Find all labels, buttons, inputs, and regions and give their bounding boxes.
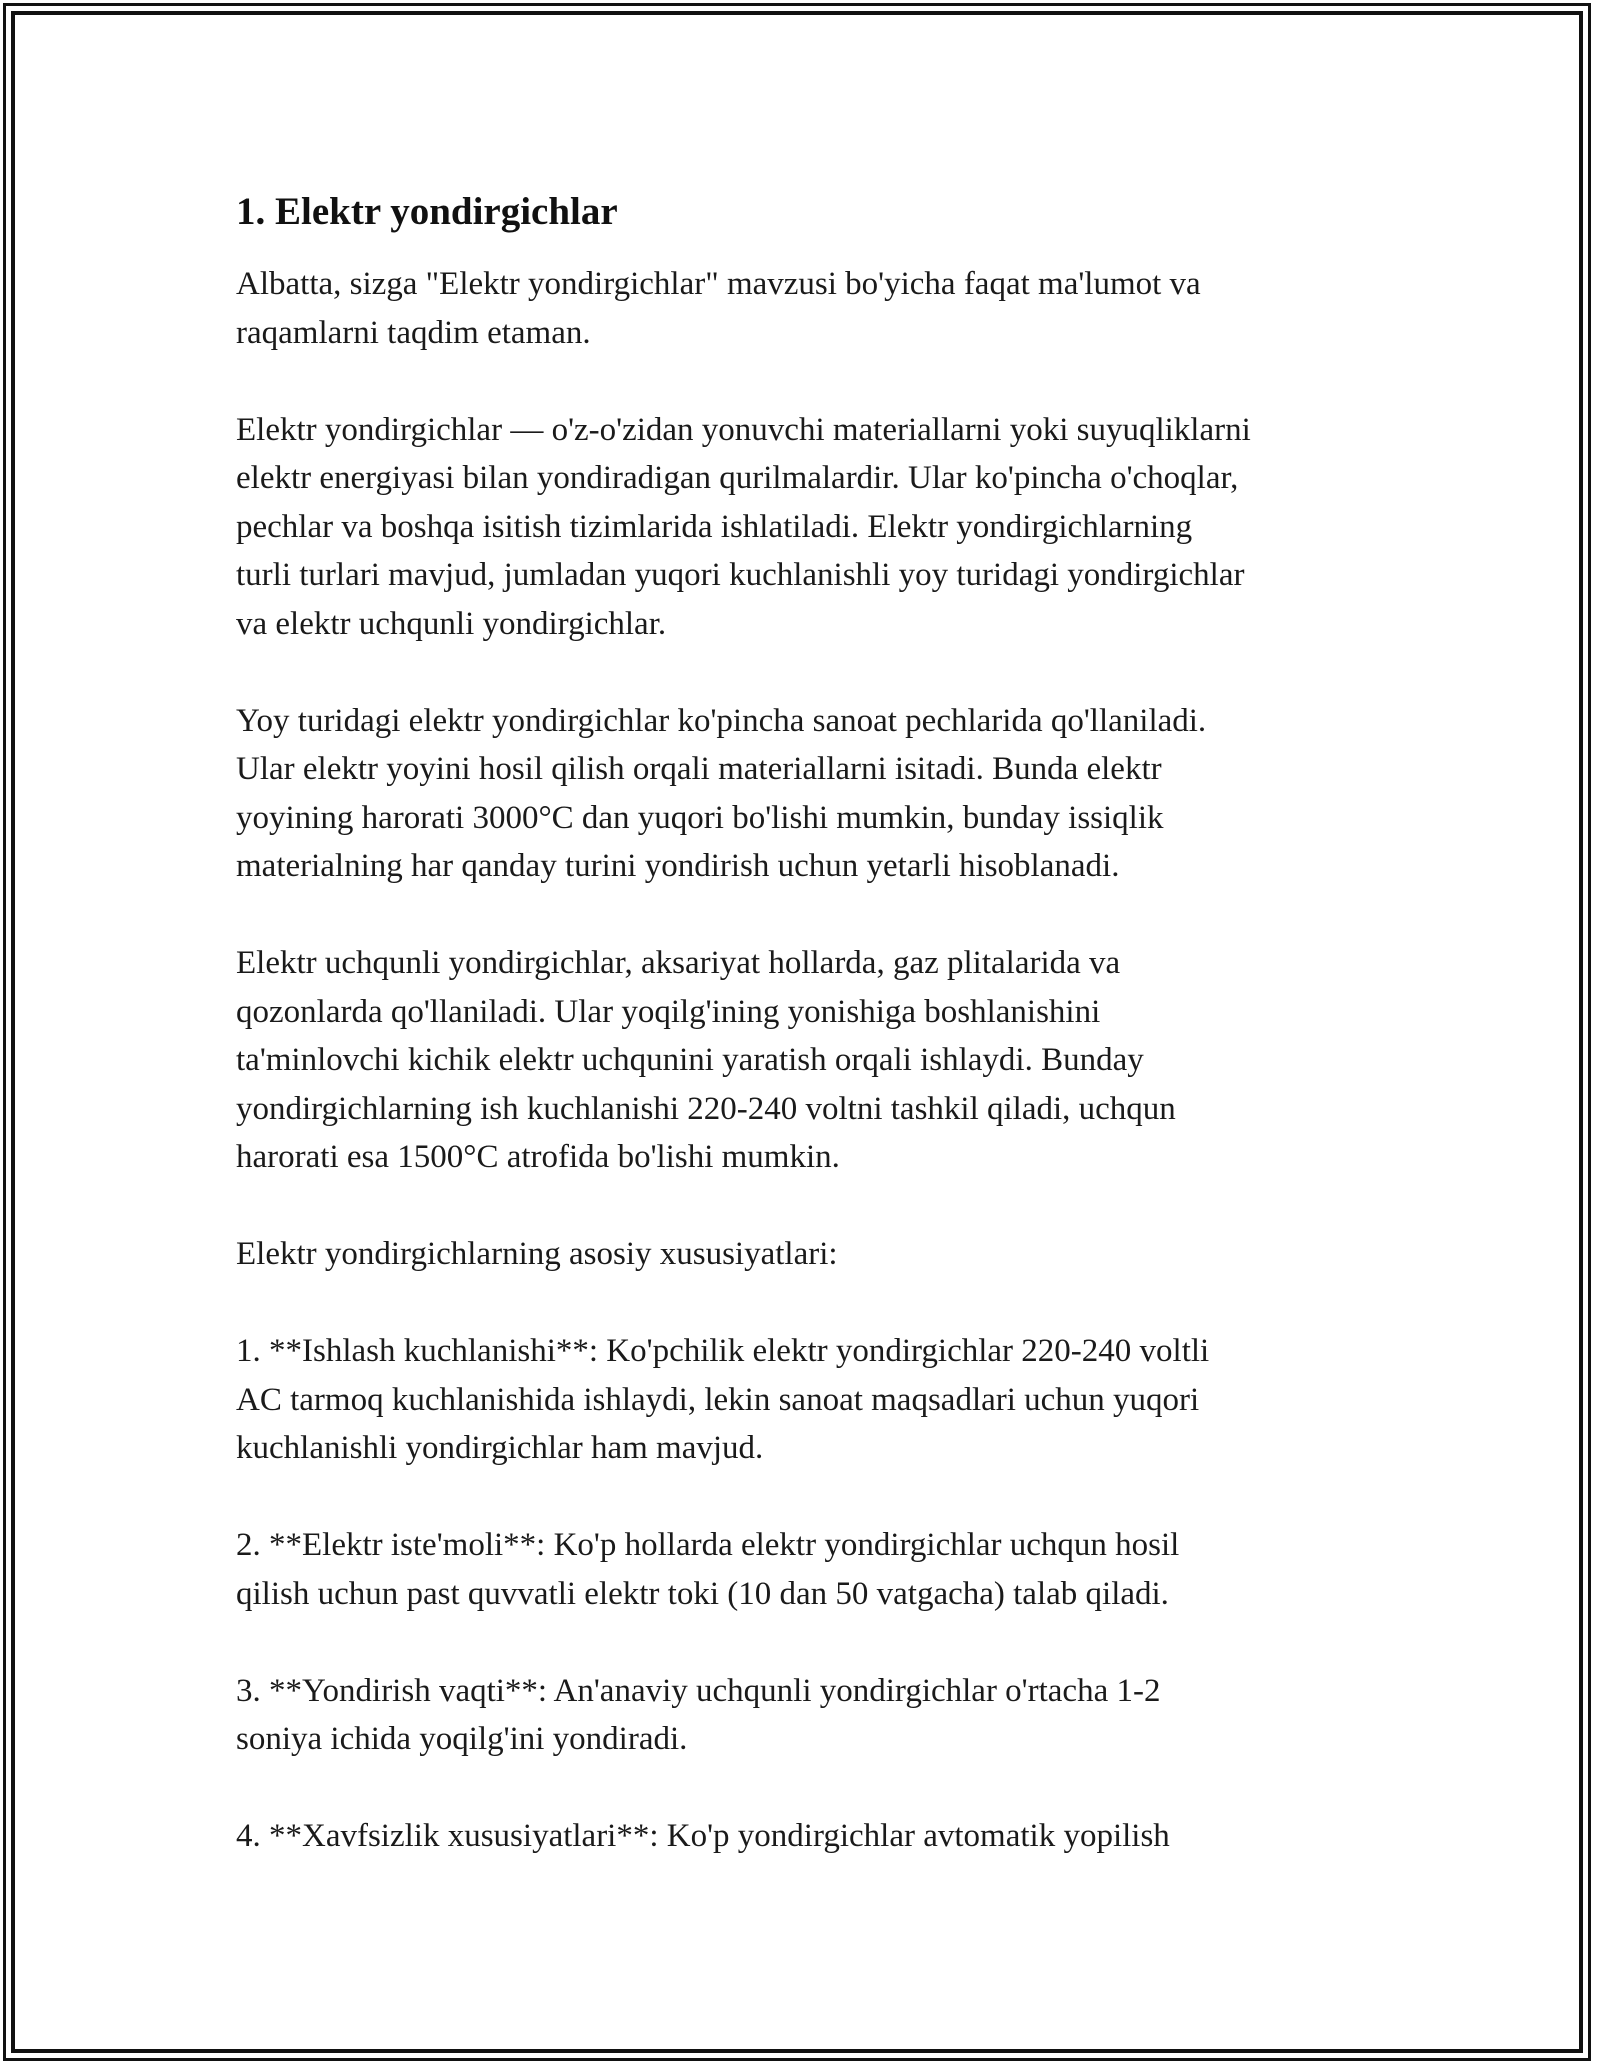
intro-paragraph: Albatta, sizga "Elektr yondirgichlar" mavzusi bo'yicha faqat ma'lumot va raqamlarni taqdim etaman. [236,266,1201,351]
document-body [236,186,1386,1861]
features-heading: Elektr yondirgichlarning asosiy xususiyatlari: [236,1236,838,1272]
feature-item-power: 2. **Elektr iste'moli**: Ko'p hollarda elektr yondirgichlar uchqun hosil qilish uchun past quvvatli elektr toki (10 dan 50 vatgacha) talab qiladi. [236,1527,1180,1612]
definition-paragraph: Elektr yondirgichlar — o'z-o'zidan yonuvchi materiallarni yoki suyuqliklarni elektr energiyasi bilan yondiradigan qurilmalardir. Ular ko'pincha o'choqlar, pechlar va boshqa isitish tizimlarida ishlatiladi. Elektr yondirgichlarning turli turlari mavjud, jumladan yuqori kuchlanishli yoy turidagi yondirgichlar va elektr uchqunli yondirgichlar. [236,411,1251,642]
feature-item-ignition-time: 3. **Yondirish vaqti**: An'anaviy uchqunli yondirgichlar o'rtacha 1-2 soniya ichida yoqilg'ini yondiradi. [236,1672,1161,1757]
feature-item-safety: 4. **Xavfsizlik xususiyatlari**: Ko'p yondirgichlar avtomatik yopilish [236,1818,1170,1854]
spark-igniter-paragraph: Elektr uchqunli yondirgichlar, aksariyat hollarda, gaz plitalarida va qozonlarda qo'llaniladi. Ular yoqilg'ining yonishiga boshlanishini ta'minlovchi kichik elektr uchqunini yaratish orqali ishlaydi. Bunday yondirgichlarning ish kuchlanishi 220-240 voltni tashkil qiladi, uchqun harorati esa 1500°C atrofida bo'lishi mumkin. [236,945,1176,1175]
document-title: 1. Elektr yondirgichlar [236,190,618,233]
feature-item-voltage: 1. **Ishlash kuchlanishi**: Ko'pchilik elektr yondirgichlar 220-240 voltli AC tarmoq kuchlanishida ishlaydi, lekin sanoat maqsadlari uchun yuqori kuchlanishli yondirgichlar ham mavjud. [236,1333,1210,1466]
arc-igniter-paragraph: Yoy turidagi elektr yondirgichlar ko'pincha sanoat pechlarida qo'llaniladi. Ular elektr yoyini hosil qilish orqali materiallarni isitadi. Bunda elektr yoyining harorati 3000°C dan yuqori bo'lishi mumkin, bunday issiqlik materialning har qanday turini yondirish uchun yetarli hisoblanadi. [236,702,1207,884]
